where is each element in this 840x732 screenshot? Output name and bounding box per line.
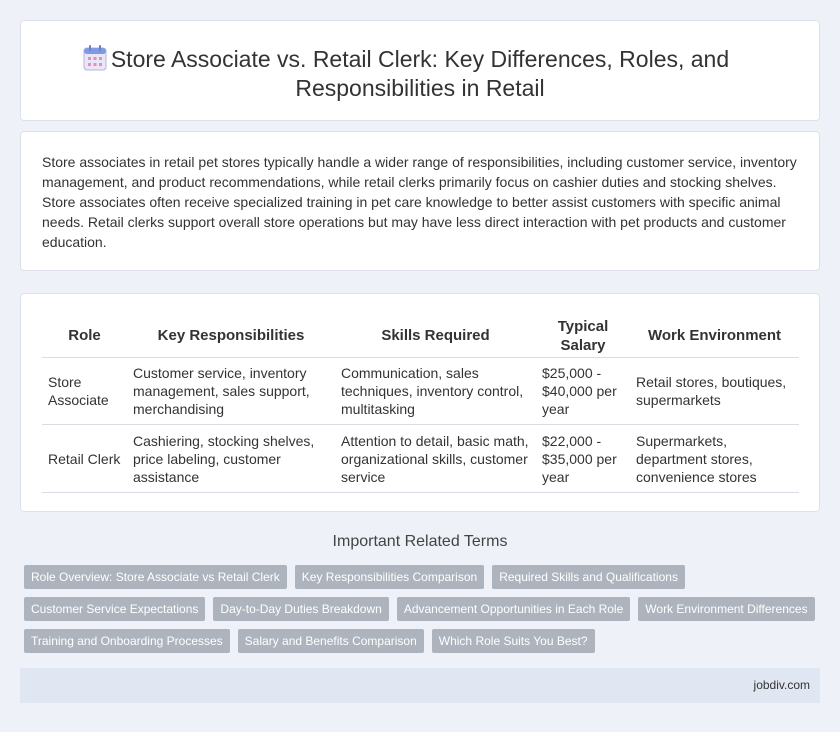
comparison-table-card: [20, 293, 820, 512]
related-term-tag[interactable]: Day-to-Day Duties Breakdown: [213, 597, 388, 621]
table-cell: Store Associate: [42, 358, 127, 425]
table-cell: Retail stores, boutiques, supermarkets: [630, 358, 799, 425]
footer: [20, 668, 820, 703]
table-row: [42, 358, 799, 425]
table-cell: Retail Clerk: [42, 425, 127, 493]
related-terms-tags: [24, 565, 814, 661]
related-term-tag[interactable]: Training and Onboarding Processes: [24, 629, 230, 653]
tag-row: [24, 597, 814, 621]
column-header-salary: Typical Salary: [536, 314, 630, 358]
tag-row: [24, 565, 814, 589]
table-row: [42, 425, 799, 493]
table-cell: Communication, sales techniques, inventory control, multitasking: [335, 358, 536, 425]
related-term-tag[interactable]: Which Role Suits You Best?: [432, 629, 595, 653]
related-term-tag[interactable]: Advancement Opportunities in Each Role: [397, 597, 630, 621]
related-term-tag[interactable]: Required Skills and Qualifications: [492, 565, 685, 589]
related-term-tag[interactable]: Salary and Benefits Comparison: [238, 629, 424, 653]
related-terms-heading: Important Related Terms: [332, 533, 508, 550]
related-term-tag[interactable]: Key Responsibilities Comparison: [295, 565, 484, 589]
table-cell: Supermarkets, department stores, convenience stores: [630, 425, 799, 493]
table-cell: Cashiering, stocking shelves, price labeling, customer assistance: [127, 425, 335, 493]
table-cell: $22,000 - $35,000 per year: [536, 425, 630, 493]
page-title-line-2: Responsibilities in Retail: [295, 75, 545, 101]
table-cell: Customer service, inventory management, sales support, merchandising: [127, 358, 335, 425]
table-cell: Attention to detail, basic math, organizational skills, customer service: [335, 425, 536, 493]
related-term-tag[interactable]: Work Environment Differences: [638, 597, 814, 621]
table-header-row: [42, 314, 799, 358]
footer-site-link[interactable]: jobdiv.com: [753, 678, 810, 692]
intro-card: [20, 131, 820, 271]
column-header-role: Role: [42, 314, 127, 358]
related-term-tag[interactable]: Customer Service Expectations: [24, 597, 205, 621]
related-term-tag[interactable]: Role Overview: Store Associate vs Retail Clerk: [24, 565, 287, 589]
intro-paragraph: Store associates in retail pet stores typically handle a wider range of responsibilities, including customer service, inventory management, and product recommendations, while retail clerks primarily focus on cashier duties and stocking shelves. Store associates often receive specialized training in pet care knowledge to better assist customers with specific animal needs. Retail clerks support overall store operations but may have less direct interaction with pet products and customer education.: [42, 154, 797, 250]
page-title: [111, 45, 729, 103]
comparison-table: [42, 314, 799, 493]
tag-row: [24, 629, 814, 653]
column-header-skills: Skills Required: [335, 314, 536, 358]
header-card: [20, 20, 820, 121]
column-header-responsibilities: Key Responsibilities: [127, 314, 335, 358]
table-cell: $25,000 - $40,000 per year: [536, 358, 630, 425]
page-title-line-1: Store Associate vs. Retail Clerk: Key Differences, Roles, and: [110, 46, 730, 72]
column-header-environment: Work Environment: [630, 314, 799, 358]
